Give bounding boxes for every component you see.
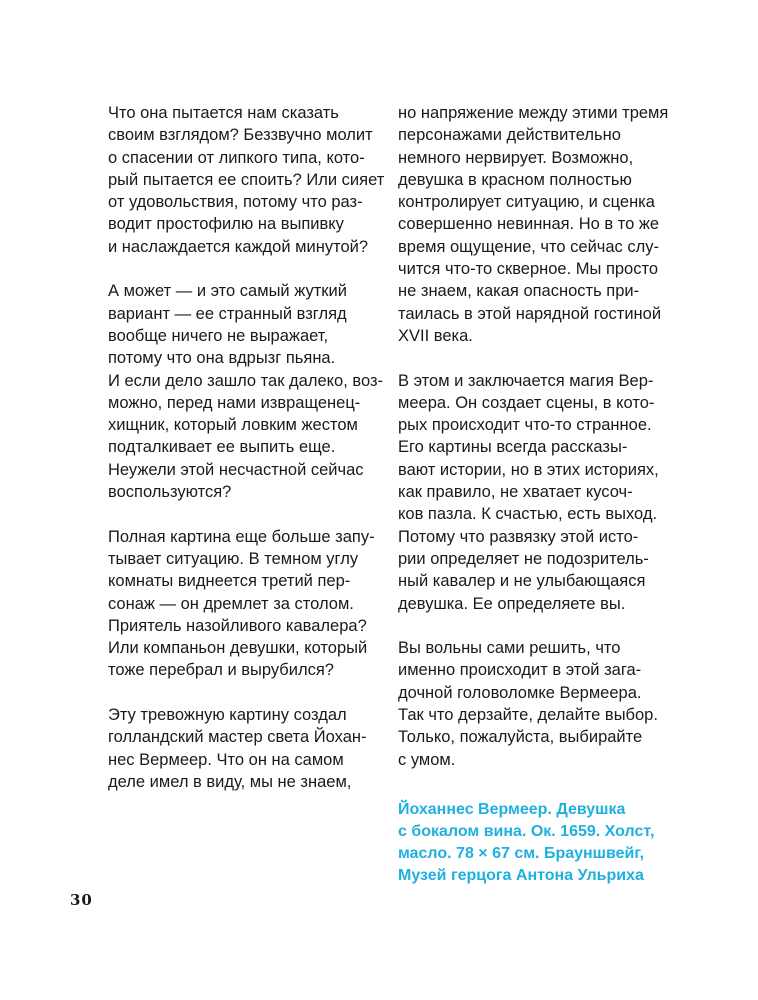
paragraph (108, 280, 384, 503)
text-line: время ощущение, что сейчас слу- (398, 237, 660, 256)
text-line: таилась в этой нарядной гостиной (398, 304, 662, 323)
image-caption (398, 799, 668, 887)
text-line: Полная картина еще больше запу- (108, 527, 375, 546)
caption-line: масло. 78 × 67 см. Брауншвейг, (398, 844, 645, 862)
text-line: И если дело зашло так далеко, воз- (108, 371, 384, 390)
text-line: хищник, который ловким жестом (108, 416, 358, 435)
paragraph (398, 637, 668, 771)
text-line: Только, пожалуйста, выбирайте (398, 728, 643, 747)
paragraph (108, 102, 385, 258)
text-line: водит простофилю на выпивку (108, 215, 344, 234)
text-line: Вы вольны сами решить, что (398, 639, 621, 658)
text-line: немного нервирует. Возможно, (398, 148, 634, 167)
left-text-column (108, 102, 385, 816)
text-line: Что она пытается нам сказать (108, 104, 339, 122)
text-line: вариант — ее странный взгляд (108, 304, 347, 323)
text-line: голландский мастер света Йохан- (108, 728, 367, 747)
right-text-column (398, 102, 668, 887)
paragraph (398, 370, 668, 615)
text-line: потому что она вдрызг пьяна. (108, 349, 336, 368)
text-line: чится что-то скверное. Мы просто (398, 260, 659, 279)
text-line: Потому что развязку этой исто- (398, 527, 639, 546)
text-line: Приятель назойливого кавалера? (108, 616, 367, 635)
text-line: именно происходит в этой зага- (398, 661, 642, 680)
text-line: дочной головоломке Вермеера. (398, 683, 642, 702)
paragraph (398, 102, 668, 347)
paragraph (108, 526, 378, 682)
text-line: как правило, не хватает кусоч- (398, 483, 633, 502)
text-line: можно, перед нами извращенец- (108, 393, 361, 412)
text-line: В этом и заключается магия Вер- (398, 371, 654, 390)
text-line: воспользуются? (108, 483, 232, 502)
text-line: ков пазла. К счастью, есть выход. (398, 505, 658, 524)
caption-line: Музей герцога Антона Ульриха (398, 866, 644, 884)
text-line: А может — и это самый жуткий (108, 282, 347, 301)
text-line: ный кавалер и не улыбающаяся (398, 572, 646, 591)
text-line: сонаж — он дремлет за столом. (108, 594, 354, 613)
caption-line: с бокалом вина. Ок. 1659. Холст, (398, 822, 655, 840)
text-line: контролирует ситуацию, и сценка (398, 193, 655, 212)
text-line: нес Вермеер. Что он на самом (108, 750, 344, 769)
text-line: персонажами действительно (398, 126, 621, 145)
text-line: не знаем, какая опасность при- (398, 282, 640, 301)
caption-line: Йоханнес Вермеер. Девушка (398, 800, 626, 818)
text-line: но напряжение между этими тремя (398, 104, 669, 122)
text-line: от удовольствия, потому что раз- (108, 193, 363, 212)
text-line: деле имел в виду, мы не знаем, (108, 772, 352, 791)
text-line: Так что дерзайте, делайте выбор. (398, 706, 658, 725)
text-line: с умом. (398, 750, 456, 769)
text-line: рых происходит что-то странное. (398, 416, 652, 435)
paragraph (108, 704, 378, 793)
text-line: меера. Он создает сцены, в кото- (398, 393, 655, 412)
text-line: подталкивает ее выпить еще. (108, 438, 336, 457)
text-line: тывает ситуацию. В темном углу (108, 549, 359, 568)
text-line: девушка в красном полностью (398, 170, 632, 189)
text-line: XVII века. (398, 326, 473, 345)
page-number: 30 (70, 891, 93, 909)
text-line: совершенно невинная. Но в то же (398, 215, 660, 234)
text-line: рии определяет не подозритель- (398, 549, 649, 568)
text-line: Или компаньон девушки, который (108, 639, 368, 658)
text-line: и наслаждается каждой минутой? (108, 237, 369, 256)
text-line: Его картины всегда рассказы- (398, 438, 628, 457)
text-line: девушка. Ее определяете вы. (398, 594, 626, 613)
text-line: комнаты виднеется третий пер- (108, 572, 351, 591)
text-line: рый пытается ее споить? Или сияет (108, 170, 385, 189)
text-line: Неужели этой несчастной сейчас (108, 460, 364, 479)
text-line: вают истории, но в этих историях, (398, 460, 659, 479)
text-line: вообще ничего не выражает, (108, 326, 329, 345)
text-line: о спасении от липкого типа, кото- (108, 148, 365, 167)
text-line: Эту тревожную картину создал (108, 706, 347, 725)
text-line: тоже перебрал и вырубился? (108, 661, 334, 680)
text-line: своим взглядом? Беззвучно молит (108, 126, 373, 145)
